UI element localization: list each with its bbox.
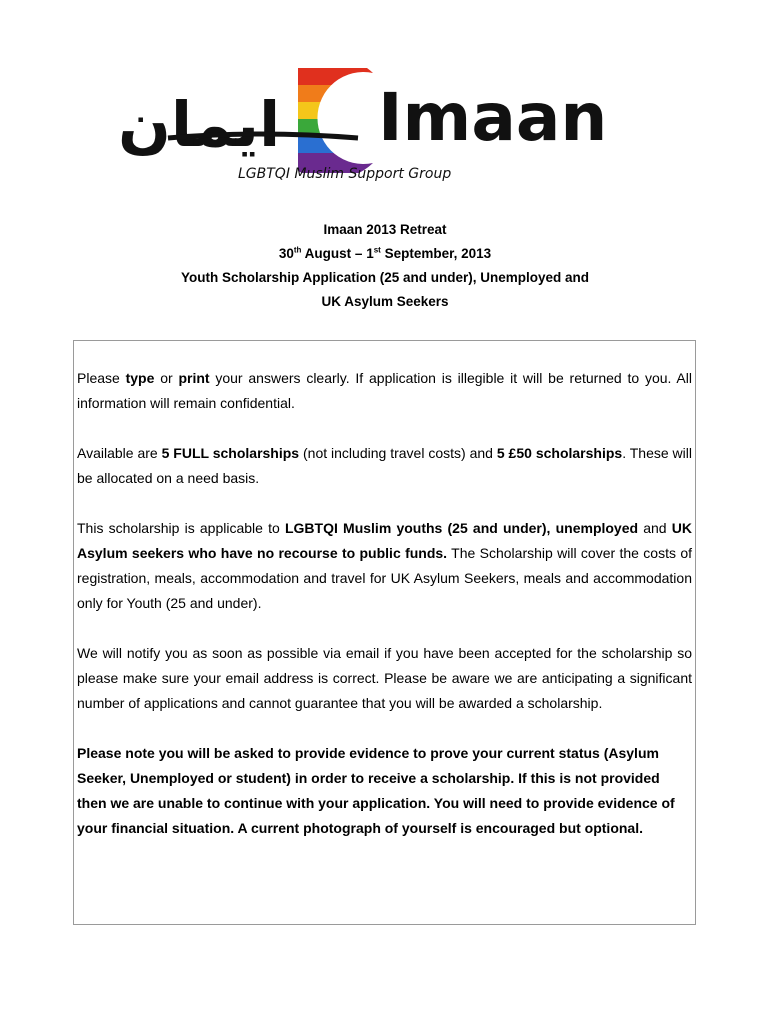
instructions-text bbox=[77, 366, 692, 866]
retreat-title: Imaan 2013 Retreat bbox=[323, 222, 447, 237]
logo-wordmark: Imaan bbox=[378, 79, 608, 156]
paragraph-availability: Available are 5 FULL scholarships (not including travel costs) and 5 £50 scholarships. These will be allocated on a need basis. bbox=[77, 445, 692, 486]
document-heading bbox=[0, 218, 770, 314]
application-title: Youth Scholarship Application (25 and under), Unemployed and bbox=[180, 270, 590, 285]
application-subtitle: UK Asylum Seekers bbox=[321, 294, 449, 309]
paragraph-legibility: Please type or print your answers clearly. If application is illegible it will be returned to you. All information will remain confidential. bbox=[77, 370, 692, 411]
retreat-dates: 30th August – 1st September, 2013 bbox=[278, 245, 492, 261]
paragraph-notification: We will notify you as soon as possible via email if you have been accepted for the scholarship so please make sure your email address is correct. Please be aware we are anticipating a significant number of applications and cannot guarantee that you will be awarded a scholarship. bbox=[77, 645, 692, 711]
logo-arabic-text: ايمان bbox=[118, 88, 281, 161]
logo-tagline: LGBTQI Muslim Support Group bbox=[238, 166, 452, 182]
imaan-logo bbox=[108, 68, 668, 188]
paragraph-eligibility: This scholarship is applicable to LGBTQI Muslim youths (25 and under), unemployed and UK Asylum seekers who have no recourse to public funds. The Scholarship will cover the costs of registration, meals, accommodation and travel for UK Asylum Seekers, meals and accommodation only for Youth (25 and under). bbox=[77, 520, 693, 611]
paragraph-evidence: Please note you will be asked to provide evidence to prove your current status (Asylum Seeker, Unemployed or student) in order to receive a scholarship. If this is not provided then we are unable to continue with your application. You will need to provide evidence of your financial situation. A current photograph of yourself is encouraged but optional. bbox=[77, 745, 675, 836]
